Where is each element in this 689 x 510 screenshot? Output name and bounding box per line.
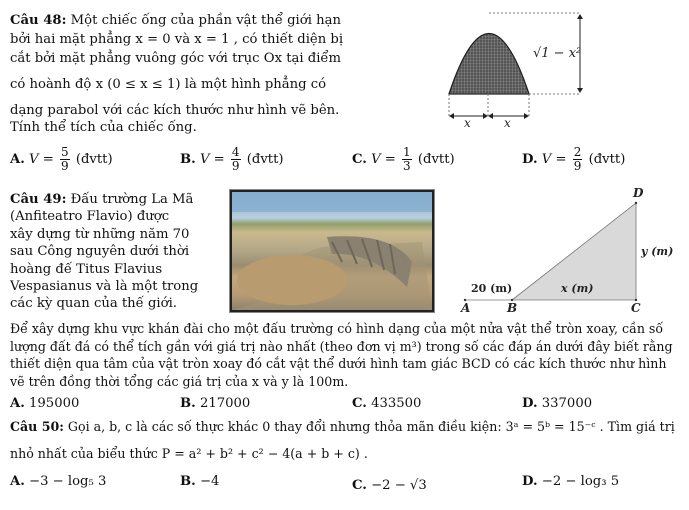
q49-intro-line-5: hoàng đế Titus Flavius [10,261,163,277]
q49-body-line-2: lượng đất đá có thể tích gần với giá trị nào nhất (theo đơn vị m³) trong số các đáp án dưới đây biết rằng [10,338,673,354]
q50-line-1: Câu 50: Gọi a, b, c là các số thực khác 0 thay đổi nhưng thỏa mãn điều kiện: 3ᵃ = 5ᵇ = 15⁻ᶜ . Tìm giá trị [10,419,675,434]
q48-line-5: dạng parabol với các kích thước như hình vẽ bên. [10,103,340,118]
q49-option-a[interactable]: A. 195000 [10,396,80,411]
q49-body-line-1: Để xây dựng khu vực khán đài cho một đấu trường có hình dạng của một nửa vật thể tròn xoay, cần số [10,321,664,336]
q48-line-1: Câu 48: Một chiếc ống của phần vật thể giới hạn [10,13,341,28]
q49-intro [10,191,198,313]
q49-intro-line-6: Vespasianus và là một trong [10,279,199,295]
q48-line-4: có hoành độ x (0 ≤ x ≤ 1) là một hình phẳng có [10,77,327,92]
right-x-label: x [504,116,511,130]
ab-length-label: 20 (m) [471,282,513,295]
point-b-label: B [507,301,518,313]
q48-line-6: Tính thể tích của chiếc ống. [10,120,197,135]
q48-option-a[interactable]: A. V = $\frac{5}{9}$ (đvtt) [10,145,113,173]
triangle-figure [455,183,685,313]
q49-intro-line-3: xây dựng từ những năm 70 [10,226,190,242]
q48-text [10,12,343,136]
bc-length-label: x (m) [561,282,594,295]
q50-option-b[interactable]: B. −4 [180,474,220,489]
q49-option-d[interactable]: D. 337000 [522,396,593,411]
q49-intro-line-2: (Anfiteatro Flavio) được [10,209,170,225]
q48-label: Câu 48: [10,13,67,28]
q48-option-c[interactable]: C. V = $\frac{1}{3}$ (đvtt) [352,145,455,173]
q49-body-line-3: thiết diện qua tâm của vật tròn xoay đó cắt vật thể dưới hình tam giác BCD có các kích thước như hình [10,356,667,372]
q48-line-3: cắt bởi mặt phẳng vuông góc với trục Ox tại điểm [10,51,342,66]
left-x-label: x [464,116,471,130]
fraction: $\frac{2}{9}$ [573,145,582,173]
q49-label: Câu 49: [10,192,67,207]
point-a-label: A [461,301,471,313]
q48-line-2: bởi hai mặt phẳng x = 0 và x = 1 , có thiết diện bị [10,32,344,47]
q49-intro-line-1: Câu 49: Đấu trường La Mã [10,192,194,207]
fraction: $\frac{1}{3}$ [403,145,411,173]
q49-body [10,320,673,390]
q48-option-d[interactable]: D. V = $\frac{2}{9}$ (đvtt) [522,145,626,173]
q50-line-2: nhỏ nhất của biểu thức P = a² + b² + c² − 4(a + b + c) . [10,446,368,461]
q50-option-a[interactable]: A. −3 − log₅ 3 [10,474,107,489]
parabola-shape [449,34,529,95]
q49-body-line-4: vẽ trên đồng thời tổng các giá trị của x và y là 100m. [10,373,349,389]
height-label: √1 − x² [533,46,582,61]
q49-option-c[interactable]: C. 433500 [352,396,422,411]
amphitheater-photo [230,190,434,312]
fraction: $\frac{4}{9}$ [231,145,240,173]
q50-option-c[interactable]: C. −2 − √3 [352,478,427,493]
cd-length-label: y (m) [641,245,674,258]
q49-intro-line-7: các kỳ quan của thế giới. [10,296,177,312]
q48-option-b[interactable]: B. V = $\frac{4}{9}$ (đvtt) [180,145,284,173]
point-c-label: C [631,301,641,313]
parabola-figure [440,0,590,135]
q49-intro-line-4: sau Công nguyên dưới thời [10,244,190,260]
fraction: $\frac{5}{9}$ [61,145,69,173]
q50-option-d[interactable]: D. −2 − log₃ 5 [522,474,620,489]
q50-label: Câu 50: [10,419,64,434]
point-d-label: D [633,186,644,200]
amphitheater-illustration [232,192,432,310]
q49-option-b[interactable]: B. 217000 [180,396,251,411]
